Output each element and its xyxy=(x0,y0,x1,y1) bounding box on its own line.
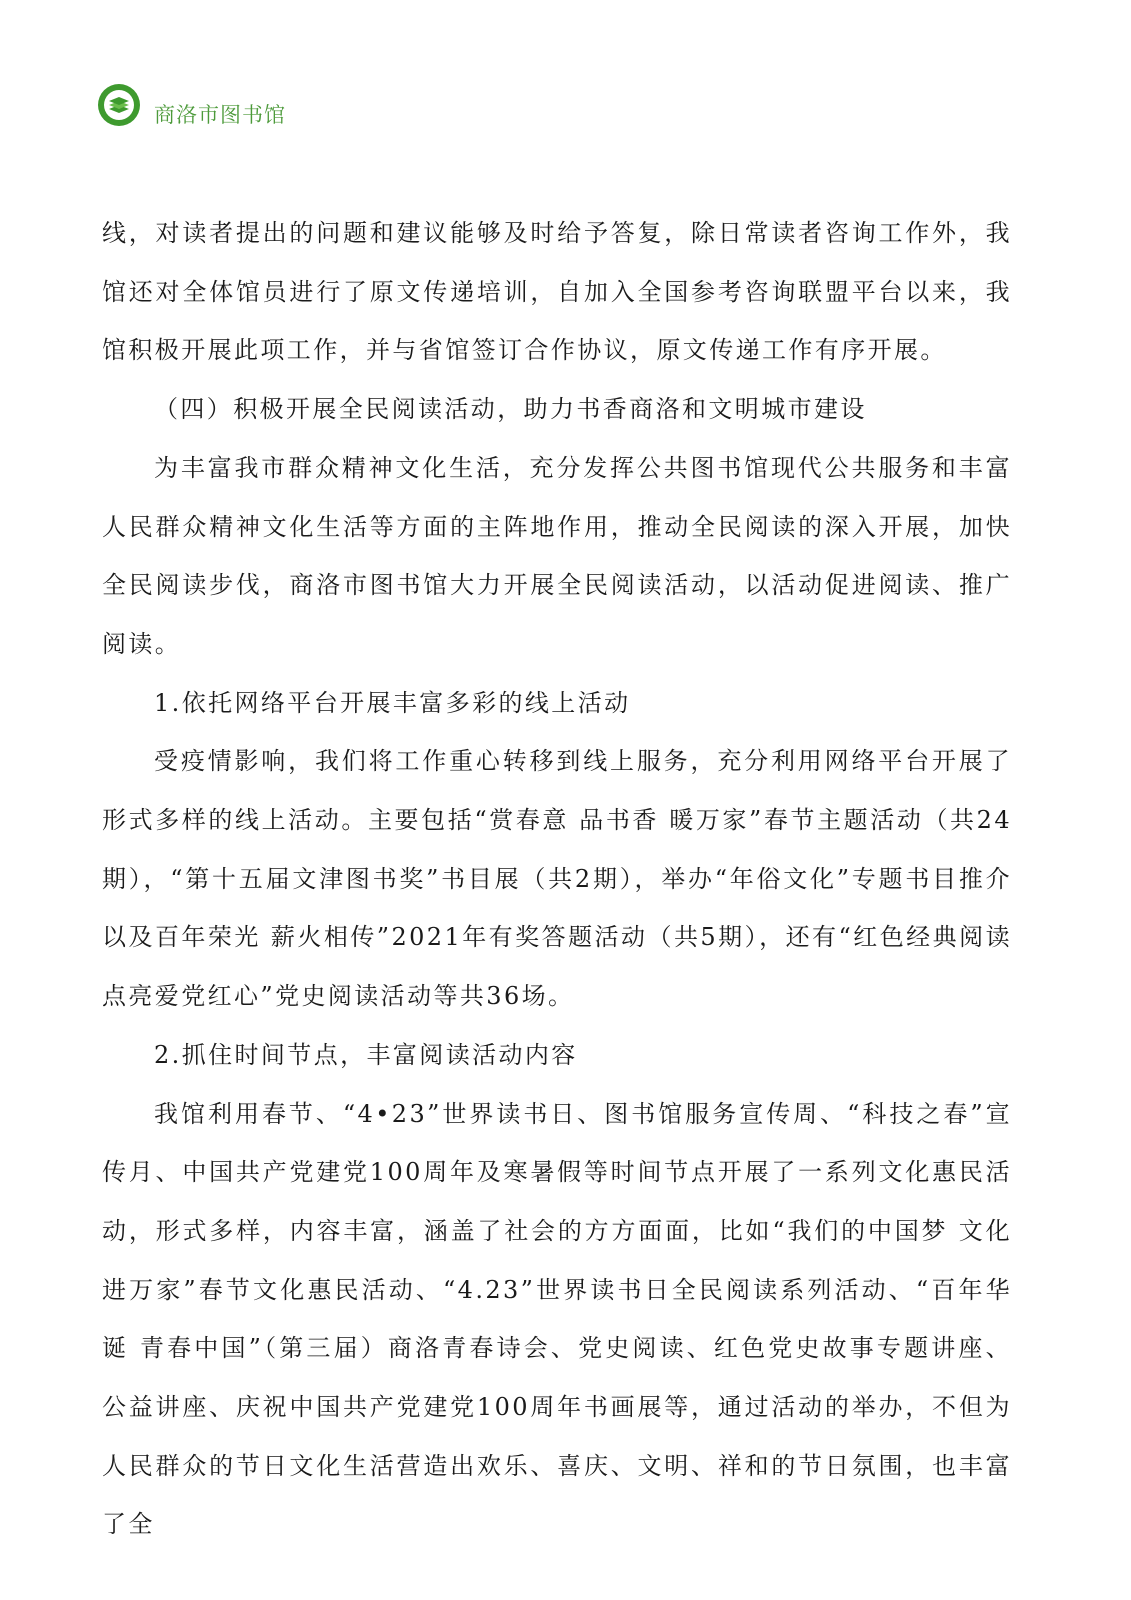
paragraph-online-activities: 受疫情影响，我们将工作重心转移到线上服务，充分利用网络平台开展了形式多样的线上活动。主要包括“赏春意 品书香 暖万家”春节主题活动（共24期），“第十五届文津图书奖”书目展（共2期），举办“年俗文化”专题书目推介以及百年荣光 薪火相传”2021年有奖答题活动（共5期），还有“红色经典阅读 点亮爱党红心”党史阅读活动等共36场。 xyxy=(102,747,1012,1011)
section-heading-4: （四）积极开展全民阅读活动，助力书香商洛和文明城市建设 xyxy=(154,395,867,424)
document-body xyxy=(102,204,1012,1554)
subheading-1: 1.依托网络平台开展丰富多彩的线上活动 xyxy=(154,688,631,717)
paragraph-intro: 为丰富我市群众精神文化生活，充分发挥公共图书馆现代公共服务和丰富人民群众精神文化生活等方面的主阵地作用，推动全民阅读的深入开展，加快全民阅读步伐，商洛市图书馆大力开展全民阅读活动，以活动促进阅读、推广阅读。 xyxy=(102,453,1012,658)
library-name: 商洛市图书馆 xyxy=(154,103,286,127)
paragraph-continuation: 线，对读者提出的问题和建议能够及时给予答复，除日常读者咨询工作外，我馆还对全体馆员进行了原文传递培训，自加入全国参考咨询联盟平台以来，我馆积极开展此项工作，并与省馆签订合作协议，原文传递工作有序开展。 xyxy=(102,219,1012,365)
paragraph-time-nodes: 我馆利用春节、“4•23”世界读书日、图书馆服务宣传周、“科技之春”宣传月、中国共产党建党100周年及寒暑假等时间节点开展了一系列文化惠民活动，形式多样，内容丰富，涵盖了社会的方方面面，比如“我们的中国梦 文化进万家”春节文化惠民活动、“4.23”世界读书日全民阅读系列活动、“百年华诞 青春中国”（第三届）商洛青春诗会、党史阅读、红色党史故事专题讲座、公益讲座、庆祝中国共产党建党100周年书画展等，通过活动的举办，不但为人民群众的节日文化生活营造出欢乐、喜庆、文明、祥和的节日氛围，也丰富了全 xyxy=(102,1099,1012,1539)
library-logo-icon xyxy=(98,84,140,126)
subheading-2: 2.抓住时间节点，丰富阅读活动内容 xyxy=(154,1040,578,1069)
page-header xyxy=(98,82,286,128)
